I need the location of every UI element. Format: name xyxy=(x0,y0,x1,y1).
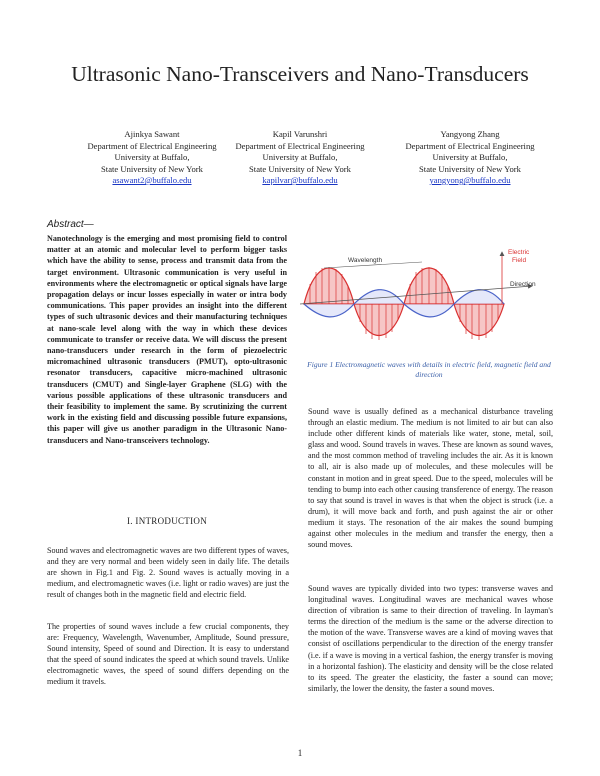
right-paragraph-1: Sound wave is usually defined as a mechanical disturbance traveling through an elastic medium. The medium is not limited to air but can also include other different kinds of materials like water, stone, metal, soil, glass and wood. Sound travels in waves. These are known as sound waves, and the most common method of traveling includes the air. As it is known to all, air is also made up of molecules, and these molecules will be constant in motion and in great speed. Due to the speed, molecules will be tending to bump into each other causing transference of energy. The reason to say that sound is travel in waves is that when the object is struck (i.e. a drum), it will move back and forth, and push against the air or other medium it stays. The resonation of the air makes the sound bumping against other molecules in the medium and transfer the energy, then a sound moves. xyxy=(308,407,553,550)
author-name: Yangyong Zhang xyxy=(440,129,500,139)
page-number: 1 xyxy=(297,748,303,758)
field-label: Field xyxy=(512,257,527,264)
author-name: Ajinkya Sawant xyxy=(124,129,180,139)
author-department: Department of Electrical Engineering xyxy=(235,140,365,151)
author-department: Department of Electrical Engineering xyxy=(405,140,535,151)
abstract-heading: Abstract— xyxy=(47,219,94,230)
section-heading-introduction: I. INTRODUCTION xyxy=(127,516,207,526)
figure-electromagnetic-wave xyxy=(296,242,558,354)
figure-caption: Figure 1 Electromagnetic waves with details in electric field, magnetic field and direction xyxy=(307,360,551,379)
author-block xyxy=(380,129,560,187)
author-university: University at Buffalo, xyxy=(114,152,190,162)
author-state-university: State University of New York xyxy=(249,163,351,174)
abstract-body: Nanotechnology is the emerging and most promising field to control matter at an atomic and molecular level to perform bigger tasks which have the ability to sense, process and transmit data from the target environment. Ultrasonic communication is very useful in environments where the electromagnetic or optical signals have large propagation delays or incur losses especially in water or intra body communications. This paper provides an insight into the different types of such ultrasonic devices and their manufacturing techniques at nano-scale level along with the way in which these devices communicate to transfer or receive data. We will discuss the present nano-transducers under research in the form of piezoelectric micromachined ultrasonic transducers (PMUT), opto-ultrasonic resonator transducers, capacitive micro-machined ultrasonic transducers (CMUT) and Single-layer Graphene (SLG) with the various possible applications of these ultrasonic transducers and their feasibility to implement the same. By scrutinizing the current work in the existing field and discussing possible future expansions, this paper will give us another paradigm in the Ultrasonic Nano-transducers and Nano-transceivers technology. xyxy=(47,234,287,445)
author-state-university: State University of New York xyxy=(101,163,203,174)
intro-paragraph-2: The properties of sound waves include a few crucial components, they are: Frequency, Wavelength, Wavenumber, Amplitude, Sound pressure, Sound intensity, Speed of sound and Direction. It is easy to understand that the speed of sound indicates the speed at which sound travels. Unlike electromagnetic waves, the speed of sound differs depending on the medium it travels. xyxy=(47,622,289,687)
electric-label: Electric xyxy=(508,249,530,256)
right-paragraph-2: Sound waves are typically divided into two types: transverse waves and longitudinal waves. Longitudinal waves are mechanical waves whose direction of vibration is same to their direction of traveling. In layman's terms the direction of the medium is the same or the adverse direction to the motion of the wave. Transverse waves are a kind of moving waves that consist of oscillations perpendicular to the direction of the energy transfer (i.e. if a wave is moving in a vertical fashion, the energy transfer is moving in a horizontal fashion). The elasticity and density will be the close related to its speed. The greater the elasticity, the faster a sound can move; similarly, the lower the density, the faster a sound moves. xyxy=(308,584,553,693)
intro-paragraph-1: Sound waves and electromagnetic waves are two different types of waves, and they are very normal and been widely seen in daily life. The details are shown in Fig.1 and Fig. 2. Sound waves is actually moving in a medium, and electromagnetic waves (i.e. light or radio waves) are just the result of changes both in the magnetic field and electric field. xyxy=(47,546,289,600)
author-email-link[interactable]: kapilvar@buffalo.edu xyxy=(262,175,338,185)
author-university: University at Buffalo, xyxy=(262,152,338,162)
direction-label: Direction xyxy=(510,281,536,288)
author-department: Department of Electrical Engineering xyxy=(87,140,217,151)
paper-title: Ultrasonic Nano-Transceivers and Nano-Transducers xyxy=(71,62,529,86)
author-email-link[interactable]: yangyong@buffalo.edu xyxy=(429,175,511,185)
wavelength-label: Wavelength xyxy=(348,257,383,264)
author-university: University at Buffalo, xyxy=(432,152,508,162)
author-state-university: State University of New York xyxy=(419,163,521,174)
author-email-link[interactable]: asawant2@buffalo.edu xyxy=(112,175,192,185)
author-name: Kapil Varunshri xyxy=(272,129,328,139)
author-block xyxy=(210,129,390,187)
